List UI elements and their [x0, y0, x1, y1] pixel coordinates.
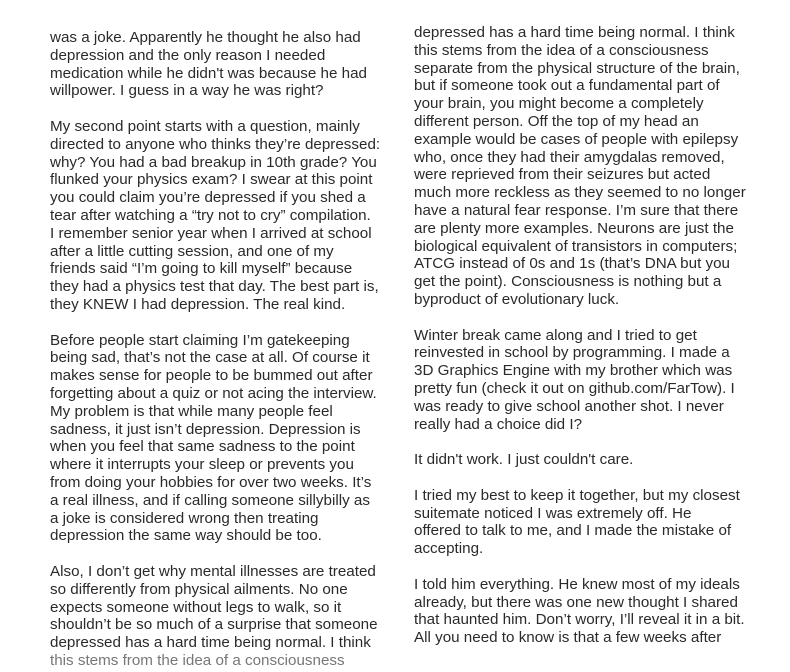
text-line: friends said “I’m going to kill myself” because [50, 260, 353, 278]
text-line: depressed has a hard time being normal. I think [414, 24, 735, 41]
text-line: Also, I don’t get why mental illnesses are treated [50, 562, 376, 580]
paragraph [50, 118, 410, 314]
clipped-text-line: this stems from the idea of a consciousness [50, 651, 345, 669]
text-line: biological equivalent of transistors in computers; [414, 237, 738, 255]
text-line: why? You had a bad breakup in 10th grade? You [50, 153, 377, 171]
text-line: your brain, you might become a completely [414, 95, 704, 113]
paragraph [50, 332, 410, 546]
text-line: Winter break came along and I tried to get [414, 326, 697, 344]
paragraph [414, 24, 784, 309]
text-line: sadness, it just isn’t depression. Depression is [50, 420, 361, 438]
text-line: that haunted him. Don’t worry, I’ll reveal it in a bit. [414, 611, 745, 629]
text-line: All you need to know is that a few weeks after [414, 629, 722, 647]
text-line: suitemate noticed I was extremely off. He [414, 504, 692, 522]
text-line: flunked your physics exam? I swear at this point [50, 171, 373, 189]
paragraph [414, 451, 784, 469]
text-line: I told him everything. He knew most of my ideals [414, 575, 740, 593]
text-line: My second point starts with a question, mainly [50, 117, 360, 135]
text-line: this stems from the idea of a consciousness [414, 41, 709, 59]
text-line: after a little cutting session, and one of my [50, 242, 334, 260]
text-line: willpower. I guess in a way he was right? [50, 82, 324, 100]
text-line: forgetting about a quiz or not acing the interview. [50, 384, 377, 402]
text-line: who, once they had their amygdalas removed, [414, 148, 725, 166]
text-line: a real illness, and if calling someone sillybilly as [50, 491, 370, 509]
text-line: accepting. [414, 540, 484, 558]
text-line: were reprieved from their seizures but acted [414, 166, 711, 184]
text-line: example would be cases of people with epilepsy [414, 130, 739, 148]
text-line: I tried my best to keep it together, but my closest [414, 486, 740, 504]
paragraph [414, 487, 784, 558]
right-text-column [414, 24, 784, 665]
text-line: makes sense for people to be bummed out after [50, 367, 373, 385]
text-line: separate from the physical structure of the brain, [414, 59, 740, 77]
text-line: tear after watching a “try not to cry” compilation. [50, 206, 371, 224]
paragraph [50, 29, 410, 100]
text-line: pretty fun (check it out on github.com/FarTow). I [414, 379, 735, 397]
text-line: 3D Graphics Engine with my brother which was [414, 362, 733, 380]
text-line: reinvested in school by programming. I made a [414, 344, 730, 362]
text-line: so differently from physical ailments. No one [50, 580, 348, 598]
text-line: ATCG instead of 0s and 1s (that’s DNA but you [414, 255, 731, 273]
text-line: directed to anyone who thinks they’re depressed: [50, 135, 381, 153]
text-line: depression and the only reason I needed [50, 46, 326, 64]
text-line: being sad, that’s not the case at all. Of course it [50, 349, 370, 367]
text-line: are plenty more examples. Neurons are just the [414, 219, 734, 237]
text-line: but if someone took out a fundamental part of [414, 77, 720, 95]
text-line: have a natural fear response. I’m sure that there [414, 201, 739, 219]
text-line: different person. Off the top of my head an [414, 112, 699, 130]
text-line: It didn't work. I just couldn't care. [414, 451, 634, 469]
text-line: much more reckless as they seemed to no longer [414, 184, 746, 202]
text-line: from doing your hobbies for over two weeks. It’s [50, 473, 372, 491]
text-line: get the point). Consciousness is nothing but a [414, 273, 722, 291]
text-line: depressed has a hard time being normal. I think [50, 634, 371, 652]
text-line: expects someone without legs to walk, so it [50, 598, 342, 616]
text-line: really had a choice did I? [414, 415, 583, 433]
text-line: Before people start claiming I’m gatekeeping [50, 331, 350, 349]
text-line: offered to talk to me, and I made the mistake of [414, 522, 732, 540]
text-line: depression the same way should be too. [50, 527, 322, 545]
paragraph [50, 563, 410, 652]
text-line: I remember senior year when I arrived at school [50, 224, 372, 242]
text-line: when you feel that same sadness to the point [50, 438, 355, 456]
text-line: was a joke. Apparently he thought he also had [50, 29, 361, 46]
text-line: where it interrupts your sleep or prevents you [50, 456, 354, 474]
text-line: already, but there was one new thought I shared [414, 593, 738, 611]
text-line: byproduct of evolutionary luck. [414, 290, 620, 308]
paragraph [414, 327, 784, 434]
text-line: shouldn’t be so much of a surprise that someone [50, 616, 378, 634]
text-line: was ready to give school another shot. I never [414, 397, 724, 415]
left-text-column [50, 29, 410, 669]
text-line: you could claim you’re depressed if you shed a [50, 189, 366, 207]
text-line: they KNEW I had depression. The real kind. [50, 295, 346, 313]
text-line: My problem is that while many people feel [50, 402, 333, 420]
text-line: a joke is considered wrong then treating [50, 509, 319, 527]
text-line: medication while he didn't was because he had [50, 64, 367, 82]
paragraph [414, 576, 784, 647]
text-line: they had a physics test that day. The best part is, [50, 278, 379, 296]
